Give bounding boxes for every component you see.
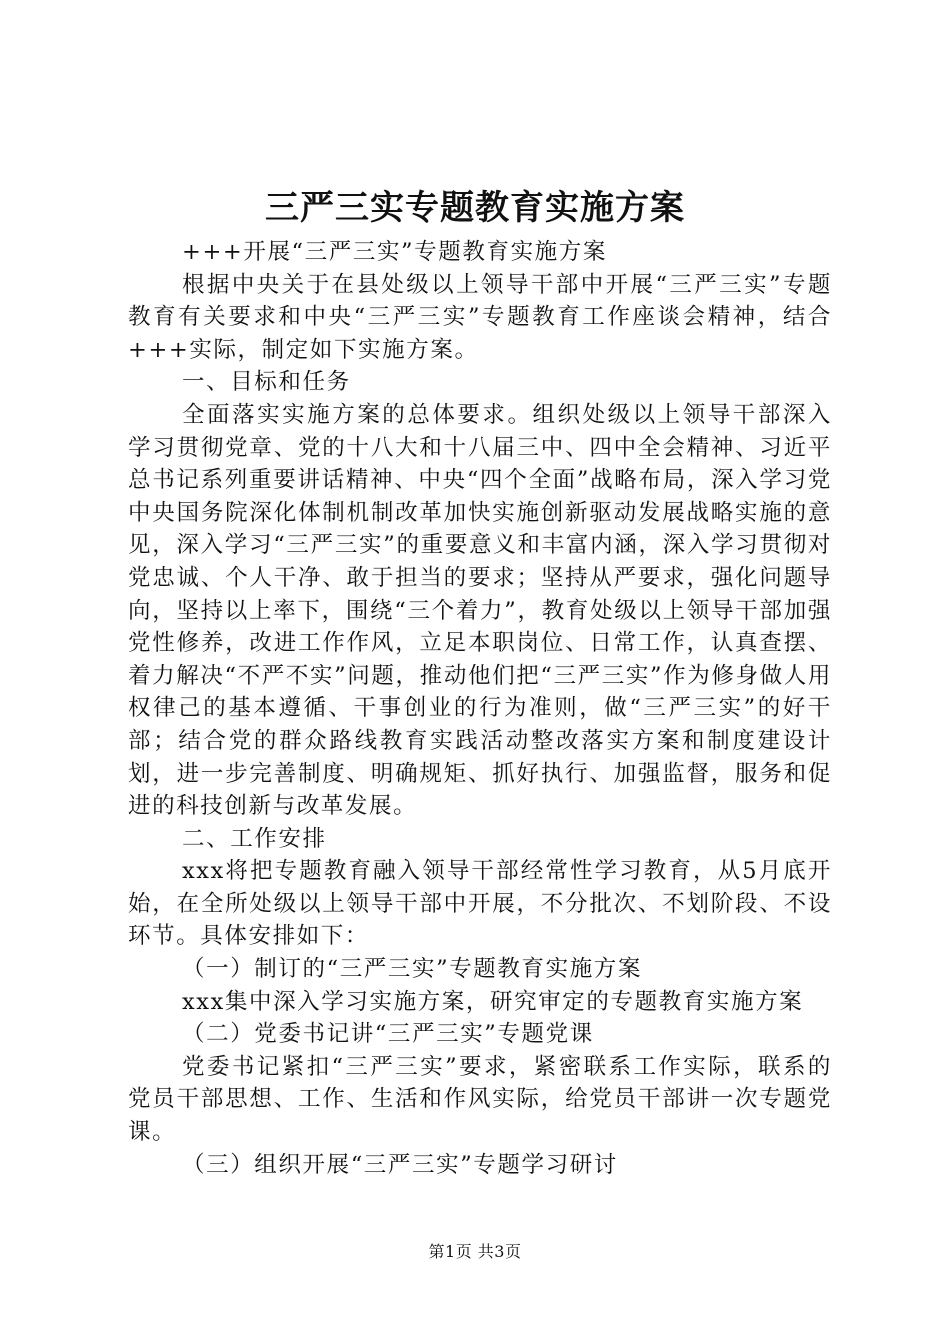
subsection-heading-1: （一）制订的“三严三实”专题教育实施方案 — [182, 956, 643, 983]
page-footer: 第1页 共3页 — [428, 1242, 522, 1261]
subsection-heading-3: （三）组织开展“三严三实”专题学习研讨 — [182, 1151, 618, 1178]
paragraph-intro: 根据中央关于在县处级以上领导干部中开展“三严三实”专题教育有关要求和中央“三严三实”专题教育工作座谈会精神，结合+++实际，制定如下实施方案。 — [128, 271, 832, 363]
document-title: 三严三实专题教育实施方案 — [265, 188, 685, 228]
section-heading-goals: 一、目标和任务 — [182, 369, 351, 396]
paragraph-subsection-1: xxx集中深入学习实施方案，研究审定的专题教育实施方案 — [182, 988, 804, 1015]
paragraph-subsection-2: 党委书记紧扣“三严三实”要求，紧密联系工作实际，联系的党员干部思想、工作、生活和作风实际，给党员干部讲一次专题党课。 — [128, 1053, 832, 1146]
paragraph-doc-heading: +++开展“三严三实”专题教育实施方案 — [182, 239, 607, 265]
paragraph-arrangement: xxx将把专题教育融入领导干部经常性学习教育，从5月底开始，在全所处级以上领导干部中开展，不分批次、不划阶段、不设环节。具体安排如下： — [128, 858, 832, 950]
section-heading-arrangement: 二、工作安排 — [182, 825, 327, 852]
paragraph-goals: 全面落实实施方案的总体要求。组织处级以上领导干部深入学习贯彻党章、党的十八大和十八届三中、四中全会精神、习近平总书记系列重要讲话精神、中央“四个全面”战略布局，深入学习党中央国务院深化体制机制改革加快实施创新驱动发展战略实施的意见，深入学习“三严三实”的重要意义和丰富内涵，深入学习贯彻对党忠诚、个人干净、敢于担当的要求；坚持从严要求，强化问题导向，坚持以上率下，围绕“三个着力”，教育处级以上领导干部加强党性修养，改进工作作风，立足本职岗位、日常工作，认真查摆、着力解决“不严不实”问题，推动他们把“三严三实”作为修身做人用权律己的基本遵循、干事创业的行为准则，做“三严三实”的好干部；结合党的群众路线教育实践活动整改落实方案和制度建设计划，进一步完善制度、明确规矩、抓好执行、加强监督，服务和促进的科技创新与改革发展。 — [128, 401, 832, 820]
document-body — [128, 236, 832, 1181]
subsection-heading-2: （二）党委书记讲“三严三实”专题党课 — [182, 1021, 594, 1048]
